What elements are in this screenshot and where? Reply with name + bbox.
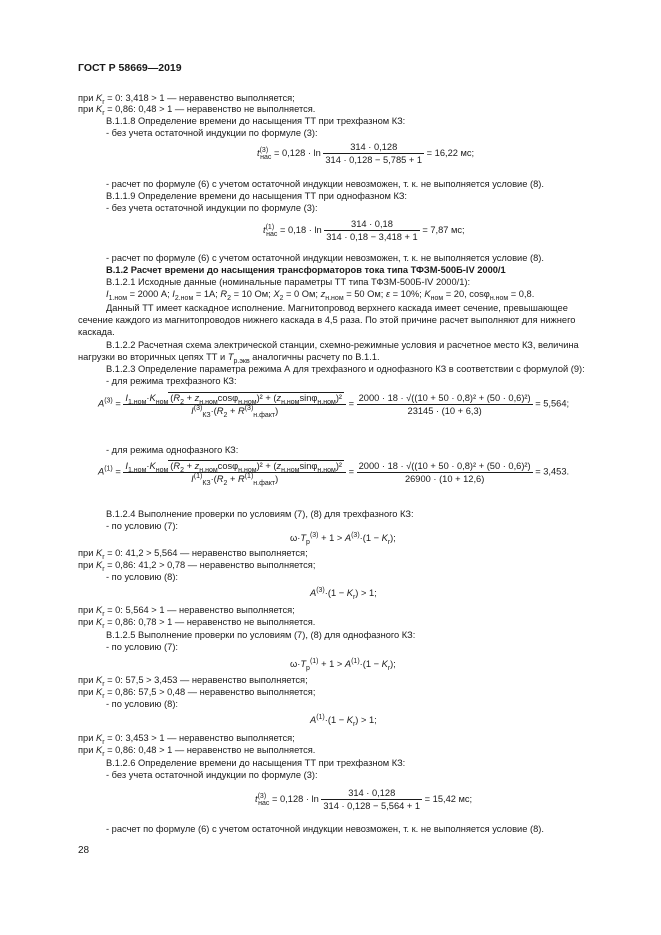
text-line: при $K_r = 0$: 3,453 > 1 — неравенство выполняется; — [78, 733, 295, 746]
formula-time-3ph: $t^{(3)}_{нас} = 0,128 \cdot \ln$ $\frac{314 \cdot 0,128}{314 \cdot 0,128 - 5,785 + 1}$ = 16,22 мс; — [257, 142, 475, 165]
text-line: - для режима трехфазного КЗ: — [106, 376, 237, 386]
text-line: при $K_r = 0,86$: 0,48 > 1 — неравенство не выполняется. — [78, 745, 316, 758]
text-line: В.1.1.8 Определение времени до насыщения ТТ при трехфазном КЗ: — [106, 116, 406, 126]
text-line: - по условию (7): — [106, 521, 178, 531]
text-line: при $K_r = 0$: 3,418 > 1 — неравенство выполняется; — [78, 93, 295, 106]
text-line: - без учета остаточной индукции по формуле (3): — [106, 203, 318, 213]
text-line: при $K_r = 0,86$: 41,2 > 0,78 — неравенство выполняется; — [78, 560, 316, 573]
condition-7-3ph: $\omega\cdot T_р^{(3)} + 1 > A^{(3)}\cdot(1 - K_r)$; — [290, 531, 396, 546]
text-line: В.1.2.6 Определение времени до насыщения ТТ при трехфазном КЗ: — [106, 758, 406, 768]
document-code: ГОСТ Р 58669—2019 — [78, 62, 182, 74]
text-line: сечение каждого из магнитопроводов нижнего каскада в 4,5 раза. По этой причине расчет выполняют для нижнего — [78, 315, 576, 325]
text-line: - по условию (7): — [106, 642, 178, 652]
text-line: В.1.2.1 Исходные данные (номинальные параметры ТТ типа ТФЗМ-500Б-IV 2000/1): — [106, 277, 471, 287]
text-line: - без учета остаточной индукции по формуле (3): — [106, 128, 318, 138]
section-heading: В.1.2 Расчет времени до насыщения трансформаторов тока типа ТФЗМ-500Б-IV 2000/1 — [106, 265, 506, 275]
text-line: - по условию (8): — [106, 699, 178, 709]
text-line: при $K_r = 0,86$: 0,48 > 1 — неравенство не выполняется. — [78, 104, 316, 117]
text-line: В.1.2.4 Выполнение проверки по условиям (7), (8) для трехфазного КЗ: — [106, 509, 414, 519]
text-line: при $K_r = 0,86$: 0,78 > 1 — неравенство не выполняется. — [78, 617, 316, 630]
text-line: при $K_r = 0,86$: 57,5 > 0,48 — неравенство выполняется; — [78, 687, 316, 700]
text-line: нагрузки во вторичных цепях ТТ и $T_{р.экв}$ аналогичны расчету по В.1.1. — [78, 352, 380, 365]
condition-8-1ph: $A^{(1)}\cdot(1 - K_r) > 1$; — [310, 713, 377, 728]
text-line: В.1.2.2 Расчетная схема электрической станции, схемно-режимные условия и расчетное место КЗ, величина — [106, 340, 579, 350]
text-line: - без учета остаточной индукции по формуле (3): — [106, 770, 318, 780]
text-line: Данный ТТ имеет каскадное исполнение. Магнитопровод верхнего каскада имеет сечение, превышающее — [106, 303, 568, 313]
text-line: В.1.1.9 Определение времени до насыщения ТТ при однофазном КЗ: — [106, 191, 408, 201]
text-line: - расчет по формуле (6) с учетом остаточной индукции невозможен, т. к. не выполняется условие (8). — [106, 179, 544, 189]
condition-7-1ph: $\omega\cdot T_р^{(1)} + 1 > A^{(1)}\cdot(1 - K_r)$; — [290, 657, 396, 672]
text-line: - расчет по формуле (6) с учетом остаточной индукции невозможен, т. к. не выполняется условие (8). — [106, 253, 544, 263]
parameters-line: $I_{1.ном} = 2000$ А; $I_{2.ном} = 1А$; $R_2 = 10$ Ом; $X_2 = 0$ Ом; $z_{н.ном} = 50$ Ом; ε = 10%; $K_{ном} = 20$, cosφ$_{н.ном}$ = 0,8. — [106, 289, 535, 302]
text-line: В.1.2.3 Определение параметра режима А для трехфазного и однофазного КЗ в соответствии с формулой (9): — [106, 364, 585, 374]
condition-8-3ph: $A^{(3)}\cdot(1 - K_r) > 1$; — [310, 586, 377, 601]
text-line: при $K_r = 0$: 5,564 > 1 — неравенство выполняется; — [78, 605, 295, 618]
text-line: - для режима однофазного КЗ: — [106, 445, 239, 455]
text-line: каскада. — [78, 327, 115, 337]
page-number: 28 — [78, 845, 90, 856]
formula-a-3ph: $A^{(3)}$ = $\frac{I_{1.ном}\cdot K_{ном} (R_2 + z_{н.ном}\cos\varphi_{н.ном})^2 + (z_{н.ном}\sin\varphi_{н.ном})^2}{I^{(3)}_{КЗ}\cdot(R_2 + R^{(3)}_{н.факт})}$ = $\frac{\text{2000 · 18 · √((10 + 50 · 0,8)² + (50 · 0,6)²)}}{23145 \cdot (10 + 6,3)}$ = 5,564; — [98, 392, 570, 419]
formula-time-3ph-tfzm: $t^{(3)}_{нас} = 0,128 \cdot \ln$ $\frac{314 \cdot 0,128}{314 \cdot 0,128 - 5,564 + 1}$ = 15,42 мс; — [255, 788, 473, 811]
formula-time-1ph: $t^{(1)}_{нас} = 0,18 \cdot \ln$ $\frac{314 \cdot 0,18}{314 \cdot 0,18 - 3,418 + 1}$ = 7,87 мс; — [263, 219, 465, 242]
text-line: - по условию (8): — [106, 572, 178, 582]
text-line: - расчет по формуле (6) с учетом остаточной индукции невозможен, т. к. не выполняется условие (8). — [106, 824, 544, 834]
formula-a-1ph: $A^{(1)}$ = $\frac{I_{1.ном}\cdot K_{ном} (R_2 + z_{н.ном}\cos\varphi_{н.ном})^2 + (z_{н.ном}\sin\varphi_{н.ном})^2}{I^{(1)}_{КЗ}\cdot(R_2 + R^{(1)}_{н.факт})}$ = $\frac{\text{2000 · 18 · √((10 + 50 · 0,8)² + (50 · 0,6)²)}}{26900 \cdot (10 + 12,6)}$ = 3,453. — [98, 460, 570, 487]
text-line: при $K_r = 0$: 41,2 > 5,564 — неравенство выполняется; — [78, 548, 308, 561]
text-line: при $K_r = 0$: 57,5 > 3,453 — неравенство выполняется; — [78, 675, 308, 688]
text-line: В.1.2.5 Выполнение проверки по условиям (7), (8) для однофазного КЗ: — [106, 630, 416, 640]
